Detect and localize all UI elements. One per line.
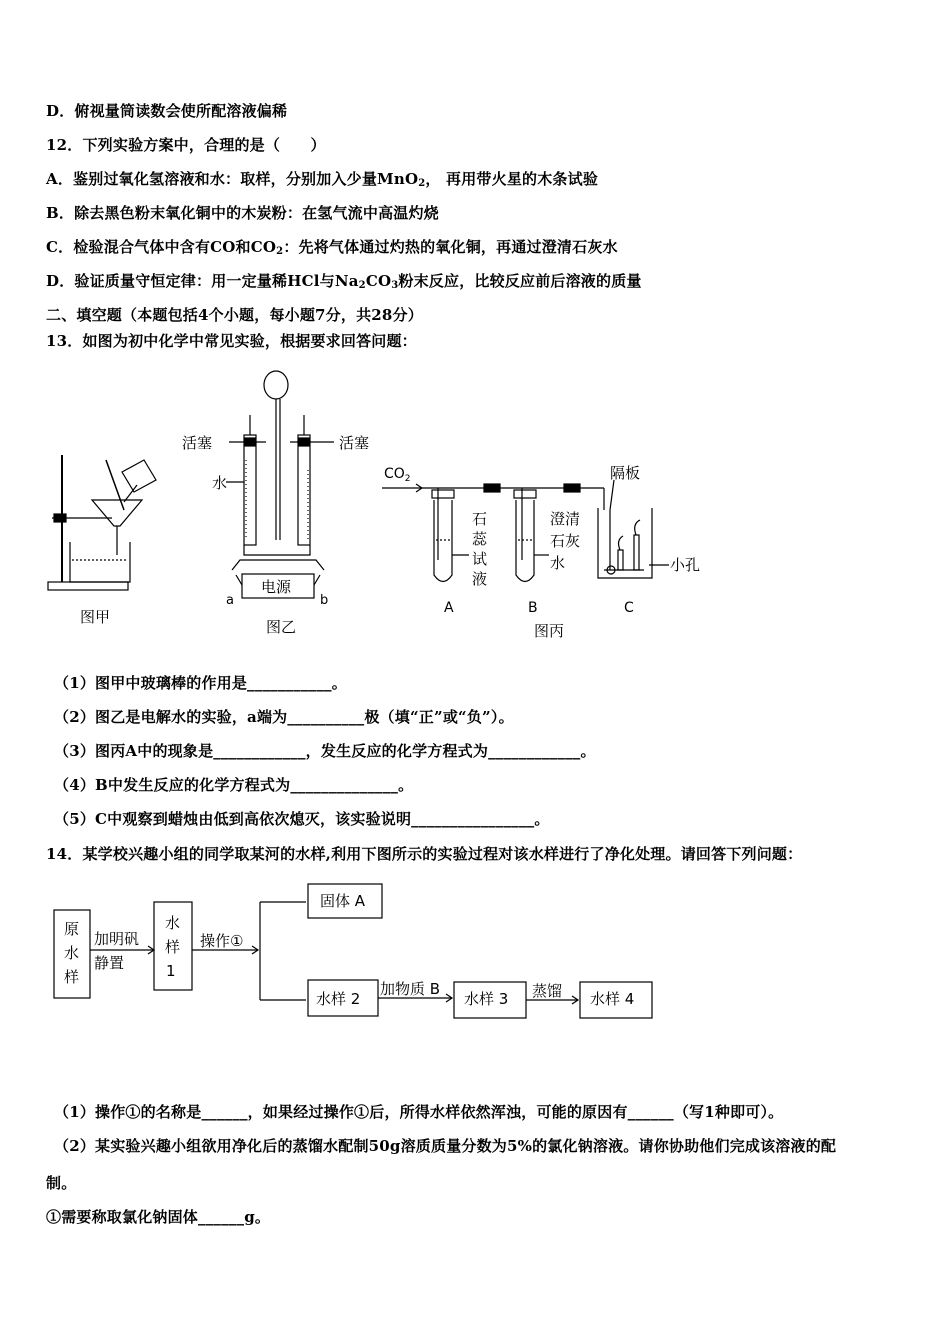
svg-text:液: 液 [472,570,488,588]
svg-text:水样 2: 水样 2 [316,990,361,1008]
svg-text:样: 样 [64,968,80,986]
caption-jia: 图甲 [80,608,111,626]
figure-yi-electrolysis [226,371,334,598]
question-13-2: （2）图乙是电解水的实验，a端为__________极（填“正”或“负”）。 [54,708,514,726]
label-add-b: 加物质 B [380,980,441,998]
label-operation-1: 操作① [200,932,244,950]
label-A: A [444,600,454,616]
label-add-alum: 加明矾 [94,930,140,948]
svg-text:样: 样 [165,938,181,956]
question-14-2: （2）某实验兴趣小组欲用净化后的蒸馏水配制50g溶质质量分数为5%的氯化钠溶液。请你协助他们完成该溶液的配 [54,1137,837,1155]
option-d-11: D．俯视量筒读数会使所配溶液偏稀 [46,102,288,120]
question-14: 14．某学校兴趣小组的同学取某河的水样,利用下图所示的实验过程对该水样进行了净化处理。请回答下列问题： [46,845,803,863]
svg-text:原: 原 [64,920,80,938]
question-13-4: （4）B中发生反应的化学方程式为______________。 [54,776,414,794]
question-14-2-1: ①需要称取氯化钠固体______g。 [46,1208,271,1226]
label-b: b [320,593,329,608]
question-14-2-cont: 制。 [46,1174,77,1192]
figure-jia-filtration [48,455,156,590]
label-limewater [550,510,580,572]
label-C: C [624,600,634,616]
question-13-5: （5）C中观察到蜡烛由低到高依次熄灭，该实验说明________________。 [54,810,550,828]
svg-text:石灰: 石灰 [550,532,581,550]
label-partition: 隔板 [610,464,641,482]
svg-text:水样 4: 水样 4 [590,990,635,1008]
figure-13 [44,360,744,650]
option-d-12: D．验证质量守恒定律：用一定量稀HCl与$Na_2CO_3$粉末反应，比较反应前后溶液的质量 [46,272,642,291]
label-B: B [528,600,538,616]
svg-text:固体 A: 固体 A [320,892,366,910]
svg-text:澄清: 澄清 [550,510,581,528]
question-14-1: （1）操作①的名称是______，如果经过操作①后，所得水样依然浑浊，可能的原因有______（写1种即可）。 [54,1103,784,1121]
question-13-1: （1）图甲中玻璃棒的作用是___________。 [54,674,347,692]
svg-text:水样 3: 水样 3 [464,990,509,1008]
caption-yi: 图乙 [266,618,297,636]
label-power: 电源 [261,578,292,596]
svg-text:1: 1 [166,962,176,980]
option-a-12: A．鉴别过氧化氢溶液和水：取样，分别加入少量MnO$_2$， 再用带火星的木条试验 [46,170,599,189]
label-litmus [472,510,488,588]
label-valve-left: 活塞 [182,434,213,452]
question-12: 12．下列实验方案中，合理的是（ ） [46,136,326,154]
question-13-3: （3）图丙A中的现象是____________，发生反应的化学方程式为____________。 [54,742,596,760]
question-13: 13．如图为初中化学中常见实验，根据要求回答问题： [46,332,417,350]
label-co2: $CO_2$ [384,466,411,484]
section-heading: 二、填空题（本题包括4个小题，每小题7分，共28分） [46,306,423,324]
label-valve-right: 活塞 [339,434,370,452]
option-b-12: B．除去黑色粉末氧化铜中的木炭粉：在氢气流中高温灼烧 [46,204,439,222]
caption-bing: 图丙 [534,622,565,640]
label-distill: 蒸馏 [532,982,563,1000]
svg-text:水: 水 [165,914,181,932]
label-water: 水 [212,474,228,492]
figure-14-flowchart [44,870,684,1030]
label-settle: 静置 [94,954,125,972]
option-c-12: C．检验混合气体中含有CO和$CO_2$：先将气体通过灼热的氧化铜，再通过澄清石灰水 [46,238,618,257]
figure-bing-co2 [382,480,669,582]
svg-text:试: 试 [472,550,488,568]
svg-text:蕊: 蕊 [472,530,488,548]
label-hole: 小孔 [670,556,701,574]
svg-text:石: 石 [472,510,488,528]
svg-text:水: 水 [550,554,566,572]
svg-text:水: 水 [64,944,80,962]
label-a: a [226,593,234,608]
